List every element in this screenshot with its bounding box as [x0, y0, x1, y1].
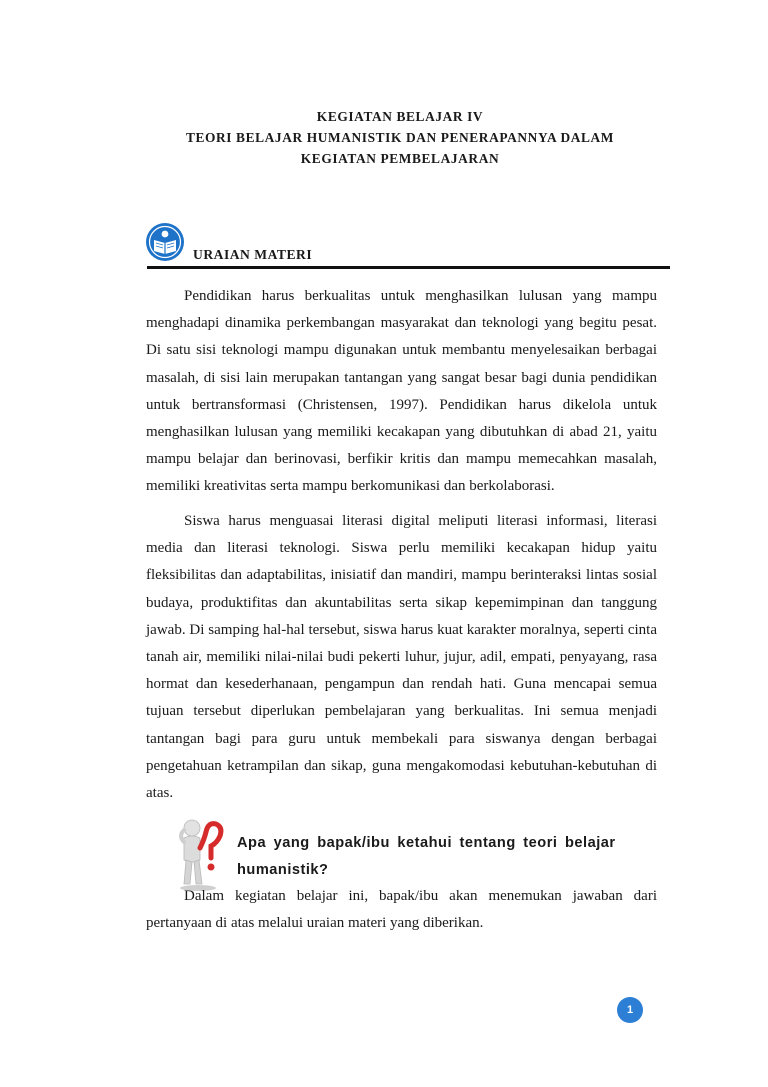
paragraph-1-text: Pendidikan harus berkualitas untuk menghasilkan lulusan yang mampu menghadapi dinamika perkembangan masyarakat dan teknologi yang begitu pesat. Di satu sisi teknologi mampu digunakan untuk membantu menyelesaikan berbagai masalah, di sisi lain merupakan tantangan yang sangat besar bagi dunia pendidikan untuk bertransformasi (Christensen, 1997). Pendidikan harus dikelola untuk menghasilkan lulusan yang memiliki kecakapan yang dibutuhkan di abad 21, yaitu mampu belajar dan berinovasi, berfikir kritis dan mampu memecahkan masalah, memiliki kreativitas serta mampu berkomunikasi dan berkolaborasi. [146, 288, 657, 495]
paragraph-1 [146, 283, 657, 501]
section-divider [147, 266, 670, 269]
question-mark-figure-icon [170, 818, 224, 892]
page-number-badge: 1 [617, 997, 643, 1023]
title-line-2: TEORI BELAJAR HUMANISTIK DAN PENERAPANNYA DALAM [185, 130, 615, 145]
reflection-question: Apa yang bapak/ibu ketahui tentang teori belajar humanistik? [237, 835, 616, 878]
paragraph-2 [146, 508, 657, 807]
page-title [140, 106, 660, 169]
book-reader-icon [145, 222, 185, 262]
title-line-1: KEGIATAN BELAJAR IV [316, 109, 484, 124]
title-line-3: KEGIATAN PEMBELAJARAN [300, 151, 500, 166]
section-heading: URAIAN MATERI [193, 247, 313, 262]
paragraph-2-text: Siswa harus menguasai literasi digital meliputi literasi informasi, literasi media dan literasi teknologi. Siswa perlu memiliki kecakapan hidup yaitu fleksibilitas dan adaptabilitas, inisiatif dan mandiri, mampu berinteraksi lintas sosial budaya, produktifitas dan akuntabilitas serta sikap kepemimpinan dan tanggung jawab. Di samping hal-hal tersebut, siswa harus kuat karakter moralnya, seperti cinta tanah air, memiliki nilai-nilai budi pekerti luhur, jujur, adil, empati, penyayang, rasa hormat dan kesederhanaan, pengampun dan rendah hati. Guna mencapai semua tujuan tersebut diperlukan pembelajaran yang berkualitas. Ini semua menjadi tantangan bagi para guru untuk membekali para siswanya dengan berbagai pengetahuan ketrampilan dan sikap, guna mengakomodasi kebutuhan-kebutuhan di atas. [146, 513, 657, 802]
paragraph-3 [146, 883, 657, 937]
paragraph-3-text: Dalam kegiatan belajar ini, bapak/ibu akan menemukan jawaban dari pertanyaan di atas melalui uraian materi yang diberikan. [146, 888, 657, 932]
